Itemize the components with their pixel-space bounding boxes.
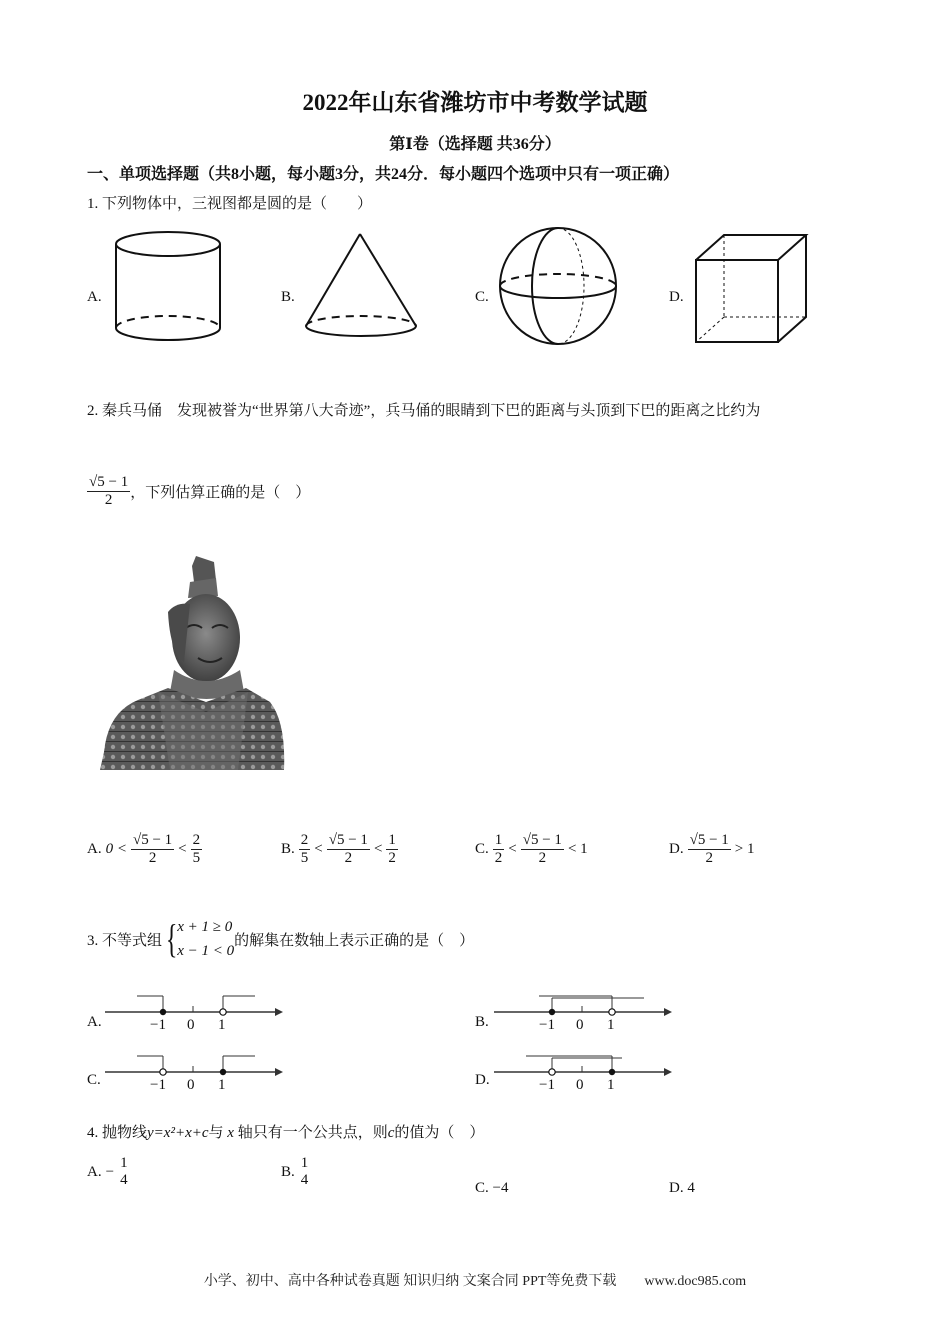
q3-option-a-label: A. <box>87 1014 102 1030</box>
tick-label-0: 0 <box>576 1077 584 1093</box>
number-line-b <box>494 994 679 1034</box>
fraction-denominator: 2 <box>494 850 503 866</box>
inequality-2: x − 1 < 0 <box>177 943 235 959</box>
option-a-symbol: < <box>178 841 187 857</box>
option-c-symbol-2: < 1 <box>567 841 588 857</box>
option-c-symbol-1: < <box>508 841 517 857</box>
option-a-prefix: 0 < <box>105 841 127 857</box>
option-b-symbol-2: < <box>373 841 383 857</box>
cube-figure <box>692 232 817 350</box>
page-title: 2022年山东省潍坊市中考数学试题 <box>302 90 648 115</box>
option-c-left-fraction <box>493 832 505 867</box>
option-label: C. <box>475 841 489 857</box>
q4-option-d <box>669 1180 695 1197</box>
option-b-symbol-1: < <box>314 841 323 857</box>
q4-stem <box>87 1121 484 1142</box>
q2-stem-tail-line <box>87 474 310 509</box>
terracotta-warrior-image <box>98 552 288 770</box>
page-footer: 小学、初中、高中各种试卷真题 知识归纳 文案合同 PPT等免费下载 www.doc985.com <box>203 1274 747 1289</box>
inequality-system <box>177 915 234 963</box>
fraction-denominator: 5 <box>300 850 309 866</box>
tick-label-0: 0 <box>576 1017 584 1033</box>
tick-label-0: 0 <box>187 1017 195 1033</box>
q2-option-a <box>87 832 202 867</box>
fraction-numerator: √5 − 1 <box>689 832 729 848</box>
tick-label-neg1: −1 <box>150 1077 166 1093</box>
option-d-symbol: > 1 <box>734 841 755 857</box>
q1-option-b-label: B. <box>281 289 295 305</box>
number-line-a <box>105 994 290 1034</box>
tick-label-1: 1 <box>218 1077 226 1093</box>
q2-stem: 2. 秦兵马俑 发现被誉为“世界第八大奇迹”，兵马俑的眼睛到下巴的距离与头顶到下巴的距离之比约为 <box>87 403 761 419</box>
variable-x: x <box>227 1125 234 1141</box>
option-label: C. <box>475 1180 489 1196</box>
page-subtitle: 第Ⅰ卷（选择题 共36分） <box>389 136 561 153</box>
tick-label-0: 0 <box>187 1077 195 1093</box>
fraction-denominator: 2 <box>344 850 353 866</box>
fraction-numerator: 2 <box>192 832 201 848</box>
fraction-numerator: √5 − 1 <box>328 832 368 848</box>
q3-option-c-label: C. <box>87 1072 101 1088</box>
number-line-c <box>105 1054 290 1094</box>
q3-stem-suffix: 的解集在数轴上表示正确的是（ ） <box>234 932 475 949</box>
sphere-figure <box>495 226 625 351</box>
q3-stem-prefix: 3. 不等式组 <box>87 932 163 949</box>
option-c-golden-fraction <box>521 832 564 867</box>
q3-stem <box>87 915 474 963</box>
fraction-denominator: 5 <box>192 850 201 866</box>
q4-option-c <box>475 1180 508 1197</box>
option-label: D. <box>669 1180 684 1196</box>
q2-option-b <box>281 832 398 867</box>
q4-stem-mid2: 轴只有一个公共点，则 <box>237 1125 388 1141</box>
option-d-value: 4 <box>687 1180 695 1196</box>
option-a-golden-fraction <box>131 832 174 867</box>
fraction-numerator: 1 <box>300 1155 309 1171</box>
fraction-denominator: 4 <box>120 1172 128 1188</box>
q3-option-d-label: D. <box>475 1072 490 1088</box>
section-heading: 一、单项选择题（共8小题，每小题3分，共24分．每小题四个选项中只有一项正确） <box>87 166 680 183</box>
cone-figure <box>300 230 430 345</box>
golden-ratio-fraction <box>87 474 130 509</box>
tick-label-1: 1 <box>607 1017 615 1033</box>
q2-stem-tail: ，下列估算正确的是（ ） <box>130 485 311 501</box>
fraction-numerator: √5 − 1 <box>522 832 562 848</box>
variable-c: c <box>387 1125 395 1141</box>
option-a-fraction <box>118 1155 130 1189</box>
fraction-numerator: 1 <box>494 832 503 848</box>
tick-label-1: 1 <box>607 1077 615 1093</box>
q4-option-b <box>281 1155 310 1189</box>
q4-stem-mid: 与 <box>208 1125 224 1141</box>
q2-option-d <box>669 832 755 867</box>
option-d-golden-fraction <box>688 832 731 867</box>
option-label: D. <box>669 841 684 857</box>
q1-option-c-label: C. <box>475 289 489 305</box>
q4-stem-suffix: 的值为（ ） <box>394 1125 485 1141</box>
option-b-fraction <box>299 1155 311 1189</box>
system-brace: { <box>165 916 178 961</box>
number-line-d <box>494 1054 679 1094</box>
q4-stem-prefix: 4. 抛物线 <box>87 1125 148 1141</box>
option-label: A. <box>87 1163 102 1180</box>
q3-option-b-label: B. <box>475 1014 489 1030</box>
fraction-denominator: 2 <box>705 850 713 866</box>
fraction-denominator: 2 <box>104 492 113 508</box>
fraction-numerator: √5 − 1 <box>89 474 129 490</box>
fraction-denominator: 2 <box>388 850 396 866</box>
tick-label-neg1: −1 <box>539 1017 555 1033</box>
option-b-left-fraction <box>299 832 311 867</box>
tick-label-1: 1 <box>218 1017 226 1033</box>
inequality-1: x + 1 ≥ 0 <box>177 919 233 935</box>
option-label: A. <box>87 841 102 857</box>
fraction-numerator: 2 <box>300 832 309 848</box>
option-label: B. <box>281 841 295 857</box>
option-a-bound-fraction <box>191 832 203 867</box>
q2-option-c <box>475 832 588 867</box>
q4-option-a <box>87 1155 130 1189</box>
option-a-sign: − <box>105 1163 115 1180</box>
fraction-numerator: 1 <box>120 1155 128 1171</box>
tick-label-neg1: −1 <box>539 1077 555 1093</box>
cylinder-figure <box>110 228 230 348</box>
option-b-golden-fraction <box>327 832 370 867</box>
q1-stem: 1. 下列物体中，三视图都是圆的是（ ） <box>87 196 373 212</box>
tick-label-neg1: −1 <box>150 1017 166 1033</box>
fraction-denominator: 2 <box>538 850 547 866</box>
fraction-numerator: 1 <box>388 832 396 848</box>
fraction-denominator: 4 <box>300 1172 309 1188</box>
parabola-expression: y=x²+x+c <box>147 1125 209 1141</box>
fraction-denominator: 2 <box>148 850 157 866</box>
q1-option-d-label: D. <box>669 289 684 305</box>
fraction-numerator: √5 − 1 <box>132 832 173 848</box>
option-b-right-fraction <box>386 832 398 867</box>
option-c-value: −4 <box>492 1180 509 1196</box>
option-label: B. <box>281 1163 295 1180</box>
q1-option-a-label: A. <box>87 289 102 305</box>
